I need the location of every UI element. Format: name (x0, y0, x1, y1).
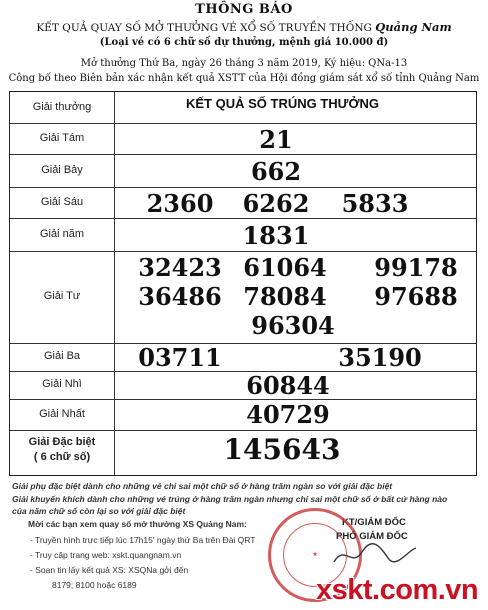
prize-number: 21 (259, 125, 293, 154)
prize-number: 96304 (251, 311, 335, 340)
table-divider (10, 218, 476, 219)
prize-label-fourth: Giải Tư (43, 290, 81, 302)
prize-column-header: Giải thưởng (32, 101, 92, 113)
prize-number: 99178 (374, 253, 458, 282)
prize-number: 36486 (138, 282, 222, 311)
prize-label-third: Giải Ba (43, 350, 81, 362)
table-divider (10, 399, 476, 400)
director-title: KT/GIÁM ĐỐC (342, 517, 406, 528)
prize-label-eighth: Giải Tám (39, 132, 85, 144)
prize-number: 03711 (138, 343, 222, 372)
table-divider (10, 251, 476, 252)
results-table (9, 91, 477, 476)
prize-number: 78084 (243, 282, 327, 311)
prize-number: 60844 (246, 371, 330, 400)
special-prize-number: 145643 (223, 433, 341, 466)
prize-number: 35190 (338, 343, 422, 372)
signature-icon (330, 540, 420, 570)
vice-director-title: PHÓ GIÁM ĐỐC (336, 531, 408, 542)
note-consolation: Giải khuyến khích dành cho những vé trúng ở hàng trăm ngàn nhưng chỉ sai một chữ số ở bất cứ hàng nào (12, 494, 448, 504)
province-name: Quảng Nam (375, 20, 452, 34)
prize-number: 5833 (341, 189, 409, 218)
prize-number: 61064 (243, 253, 327, 282)
prize-number: 6262 (242, 189, 310, 218)
prize-label-seventh: Giải Bảy (41, 164, 83, 176)
invite-text: Mời các bạn xem quay số mở thưởng XS Quảng Nam: (28, 519, 247, 529)
notice-heading (0, 20, 488, 34)
prize-number: 1831 (242, 221, 310, 250)
prize-label-first: Giải Nhất (39, 408, 85, 420)
results-column-header: KẾT QUẢ SỐ TRÚNG THƯỞNG (186, 96, 380, 111)
notice-title: THÔNG BÁO (195, 2, 293, 17)
table-divider (10, 430, 476, 431)
site-watermark: xskt.com.vn (316, 574, 479, 606)
prize-label-second: Giải Nhì (42, 378, 82, 390)
stamp-star-icon: ★ (312, 552, 318, 558)
prize-label-special-sub: ( 6 chữ số) (33, 451, 91, 463)
website-info: - Truy cập trang web: xskt.quangnam.vn (30, 550, 182, 560)
table-column-divider (114, 92, 115, 475)
draw-date-line: Mở thưởng Thứ Ba, ngày 26 tháng 3 năm 2019, Ký hiệu: QNa-13 (80, 58, 408, 69)
tv-info: - Truyền hình trực tiếp lúc 17h15' ngày thứ Ba trên Đài QRT (30, 535, 256, 545)
announcement-line: Công bố theo Biên bản xác nhận kết quả XSTT của Hội đồng giám sát xổ số tỉnh Quảng Nam (8, 73, 480, 84)
notice-heading-main: KẾT QUẢ QUAY SỐ MỞ THƯỞNG VÉ XỔ SỐ TRUYỀN THỐNG (36, 22, 372, 34)
prize-number: 32423 (138, 253, 222, 282)
ticket-type-line: (Loại vé có 6 chữ số dự thưởng, mệnh giá 10.000 đ) (99, 37, 389, 48)
sms-numbers: 8179; 8100 hoặc 6189 (52, 580, 137, 590)
sms-info: - Soạn tin lấy kết quả XS: XSQNa gởi đến (30, 565, 189, 575)
prize-label-special: Giải Đặc biệt (28, 436, 96, 448)
prize-number: 97688 (374, 282, 458, 311)
note-special-sub: Giải phụ đặc biệt dành cho những vé chỉ sai một chữ số ở hàng trăm ngàn so với giải đặc biệt (12, 481, 393, 491)
prize-number: 40729 (246, 400, 330, 429)
table-divider (10, 154, 476, 155)
table-divider (10, 187, 476, 188)
note-consolation-cont: của năm chữ số còn lại so với giải đặc biệt (12, 506, 186, 516)
prize-number: 2360 (146, 189, 214, 218)
prize-number: 662 (250, 157, 302, 186)
prize-label-sixth: Giải Sáu (40, 196, 84, 208)
prize-label-fifth: Giải năm (39, 228, 85, 240)
table-divider (10, 123, 476, 124)
